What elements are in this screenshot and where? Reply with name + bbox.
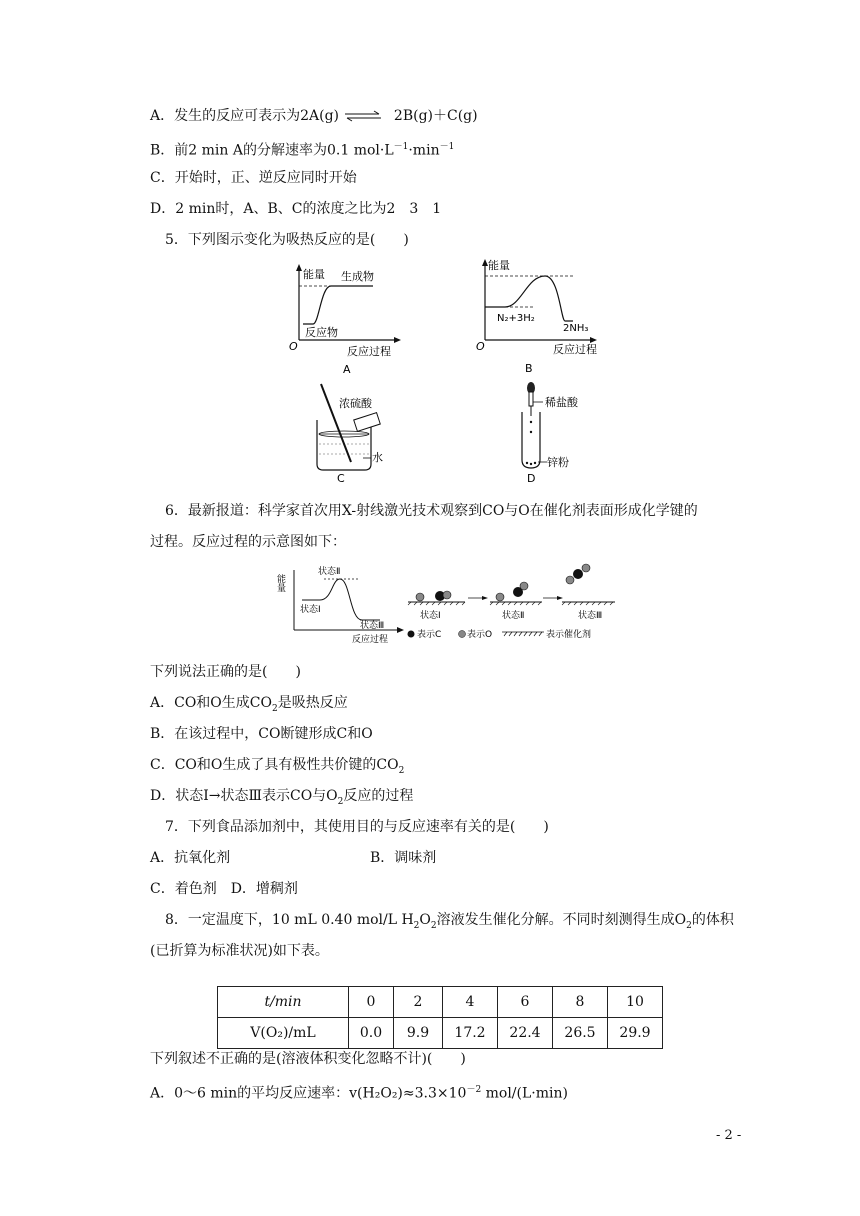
q7-option-cd: C．着色剂 D．增稠剂 <box>150 881 298 897</box>
fig-d-acid: 稀盐酸 <box>545 396 578 409</box>
table-header: V(O₂)/mL <box>218 1018 349 1049</box>
fig-b-origin: O <box>476 340 485 353</box>
q6-option-b: B．在该过程中，CO断键形成C和O <box>150 726 373 742</box>
q4-option-c: C．开始时，正、逆反应同时开始 <box>150 170 357 186</box>
table-cell: 29.9 <box>608 1018 663 1049</box>
table-cell: 8 <box>553 987 608 1018</box>
q7-option-b: B．调味剂 <box>370 850 437 866</box>
table-cell: 17.2 <box>443 1018 498 1049</box>
fig-b-product: 2NH₃ <box>563 323 589 334</box>
q6-fig-state2-label: 状态Ⅱ <box>502 611 525 621</box>
q7-option-a: A．抗氧化剂 <box>150 850 231 866</box>
table-cell: 6 <box>498 987 553 1018</box>
q6-option-c: C．CO和O生成了具有极性共价键的$CO_2$ <box>150 757 405 776</box>
q5-figure-a <box>285 262 405 377</box>
q8-option-a: A．0～6 min的平均反应速率：$v(H_2O_2)\approx 3.3\times 10^{-2}$ mol/(L·min) <box>150 1085 568 1102</box>
table-row <box>218 987 663 1018</box>
table-cell: 0 <box>349 987 394 1018</box>
fig-a-reactant: 反应物 <box>305 326 338 339</box>
fig-d-caption: D <box>527 472 536 485</box>
q4-option-b: B．前2 min A的分解速率为0.1 $mol\cdot L^{-1}\cdot\min^{-1}$ <box>150 142 455 159</box>
fig-b-xlabel: 反应过程 <box>553 343 597 356</box>
fig-b-caption: B <box>525 362 533 375</box>
fig-a-caption: A <box>343 363 351 376</box>
table-cell: 9.9 <box>394 1018 443 1049</box>
q6-fig-ylabel: 能量 <box>275 574 285 592</box>
q6-legend-c: 表示C <box>417 630 442 640</box>
fig-a-xlabel: 反应过程 <box>347 345 391 358</box>
table-cell: 2 <box>394 987 443 1018</box>
table-cell: 26.5 <box>553 1018 608 1049</box>
q6-stem-line1: 6．最新报道：科学家首次用X-射线激光技术观察到CO与O在催化剂表面形成化学键的 <box>165 503 698 519</box>
q6-legend-cat: 表示催化剂 <box>546 630 592 640</box>
table-cell: 22.4 <box>498 1018 553 1049</box>
fig-c-acid: 浓硫酸 <box>339 397 372 410</box>
q6-fig-state2: 状态Ⅱ <box>318 567 341 577</box>
q8-prompt: 下列叙述不正确的是(溶液体积变化忽略不计)( ) <box>150 1051 466 1067</box>
fig-b-reactant: N₂+3H₂ <box>497 313 535 324</box>
q5-figure-c <box>305 378 415 486</box>
q6-fig-xlabel: 反应过程 <box>352 635 389 645</box>
q6-figure <box>275 562 625 645</box>
fig-b-ylabel: 能量 <box>488 259 510 272</box>
fig-a-origin: O <box>289 340 298 353</box>
q6-prompt: 下列说法正确的是( ) <box>150 664 301 680</box>
q8-data-table <box>217 986 663 1049</box>
q4-option-d: D．2 min时，A、B、C的浓度之比为2 3 1 <box>150 201 442 217</box>
q6-fig-state1: 状态Ⅰ <box>300 605 321 615</box>
q5-figure-b <box>475 255 615 377</box>
reversible-arrow-icon <box>343 106 389 126</box>
table-cell: 4 <box>443 987 498 1018</box>
table-cell: 10 <box>608 987 663 1018</box>
q5-stem: 5．下列图示变化为吸热反应的是( ) <box>165 232 409 248</box>
fig-a-product: 生成物 <box>341 270 374 283</box>
q6-fig-state3-label: 状态Ⅲ <box>578 611 603 621</box>
q6-legend-o: 表示O <box>467 630 493 640</box>
q7-stem: 7．下列食品添加剂中，其使用目的与反应速率有关的是( ) <box>165 819 549 835</box>
table-header: t/min <box>218 987 349 1018</box>
q8-stem-line1: 8．一定温度下，10 mL 0.40 mol/L $H_2O_2$溶液发生催化分解。不同时刻测得生成$O_2$的体积 <box>165 912 734 931</box>
q5-figure-d <box>505 378 615 486</box>
fig-c-water: 水 <box>372 451 383 464</box>
fig-d-metal: 锌粉 <box>547 456 569 469</box>
table-row <box>218 1018 663 1049</box>
q6-stem-line2: 过程。反应过程的示意图如下： <box>150 534 346 550</box>
page-number: - 2 - <box>716 1128 742 1143</box>
q6-option-a: A．CO和O生成$CO_2$是吸热反应 <box>150 695 348 714</box>
q6-fig-state3: 状态Ⅲ <box>360 621 385 631</box>
q4-option-a: A．发生的反应可表示为2A(g) 2B(g)＋C(g) <box>150 108 478 124</box>
q6-fig-state1-label: 状态Ⅰ <box>420 611 441 621</box>
fig-a-ylabel: 能量 <box>303 268 325 281</box>
q8-stem-line2: (已折算为标准状况)如下表。 <box>150 943 329 959</box>
q6-option-d: D．状态Ⅰ→状态Ⅲ表示CO与$O_2$反应的过程 <box>150 788 414 807</box>
fig-c-caption: C <box>337 472 345 485</box>
table-cell: 0.0 <box>349 1018 394 1049</box>
